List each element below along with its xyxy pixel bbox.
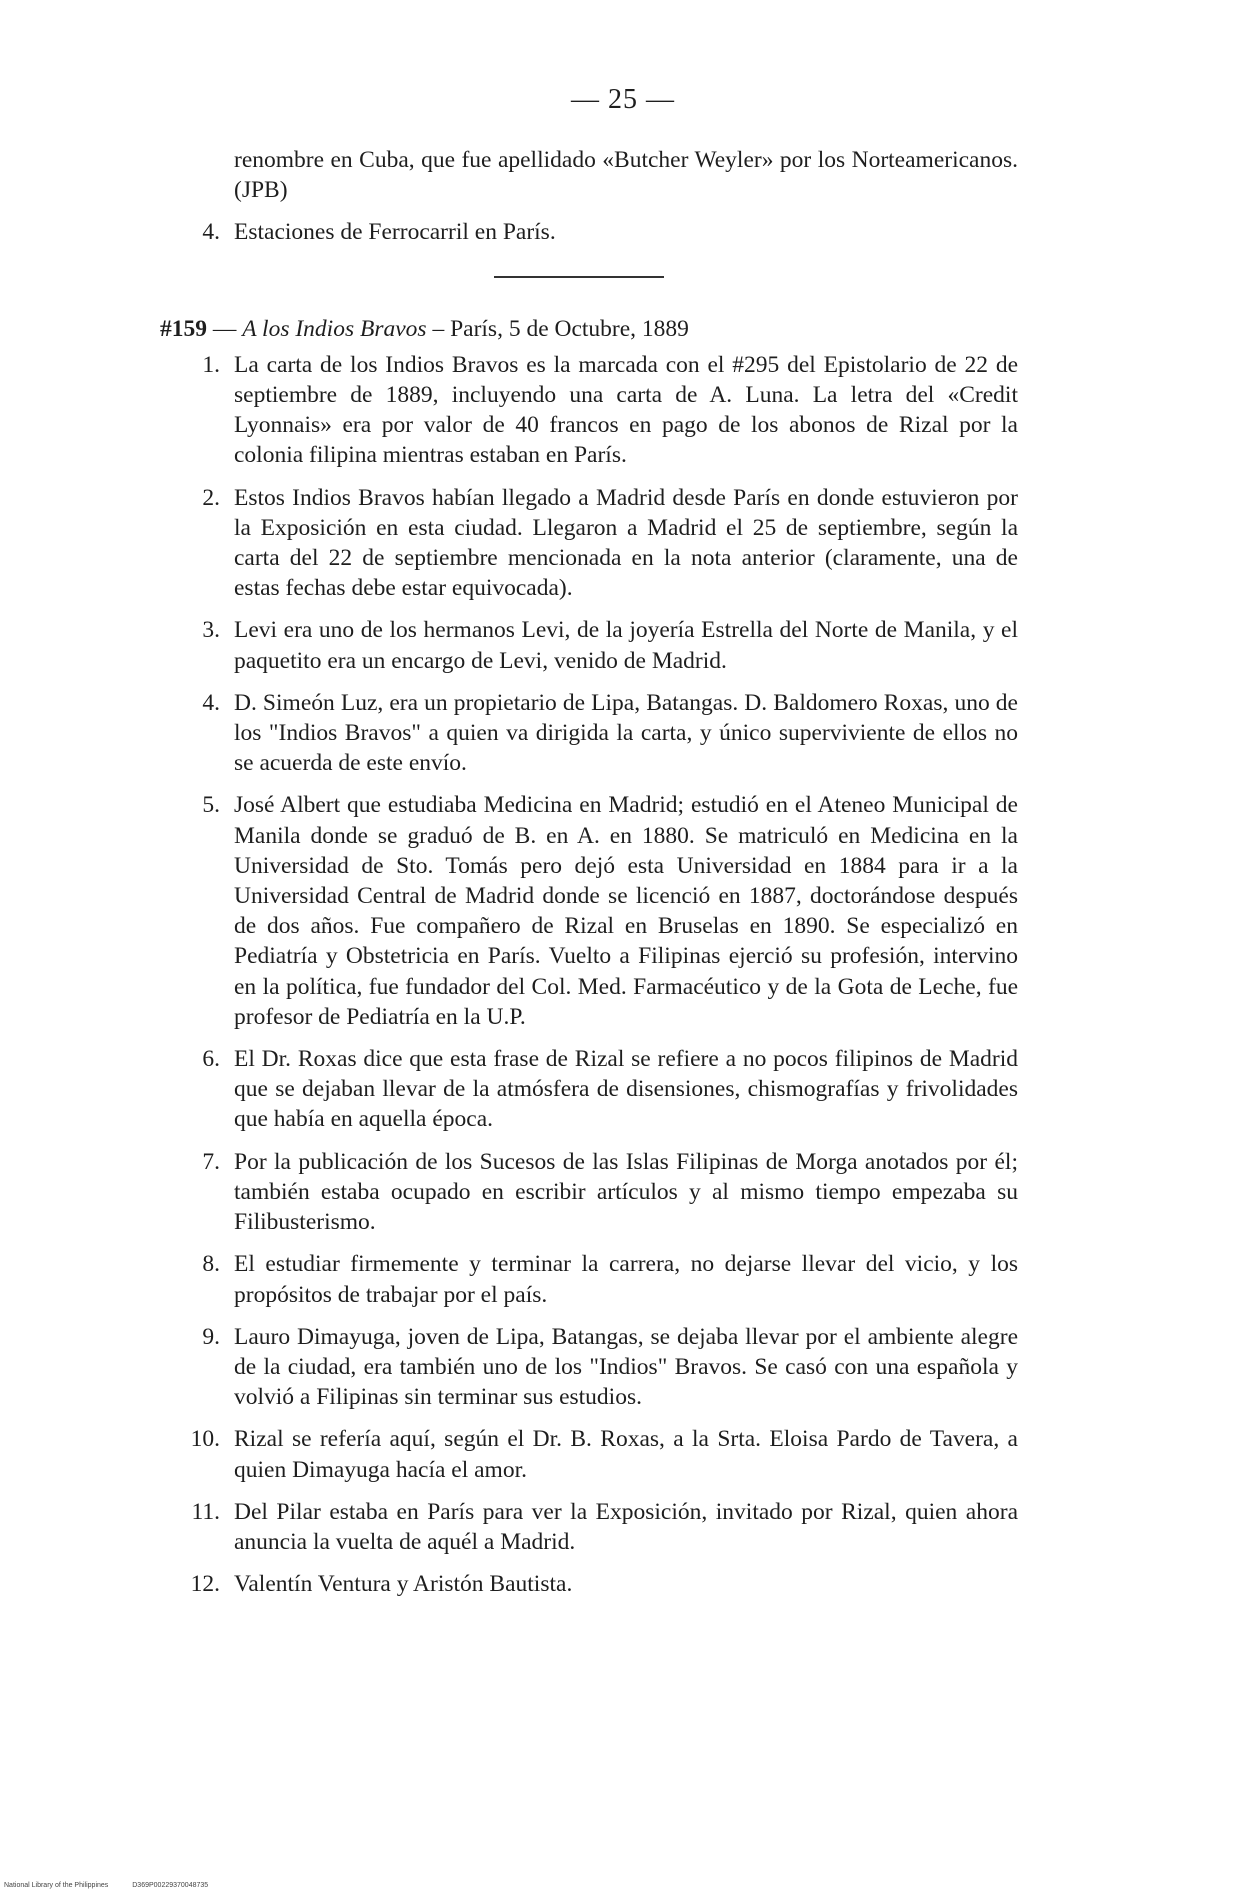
note-item bbox=[160, 615, 1018, 675]
note-item bbox=[160, 1249, 1018, 1309]
note-item bbox=[160, 1322, 1018, 1413]
note-text: El Dr. Roxas dice que esta frase de Rizal se refiere a no pocos filipinos de Madrid que se dejaban llevar de la atmósfera de disensiones, chismografías y frivolidades que había en aquella época. bbox=[234, 1046, 1018, 1133]
note-text: José Albert que estudiaba Medicina en Madrid; estudió en el Ateneo Municipal de Manila donde se graduó de B. en A. en 1880. Se matriculó en Medicina en la Universidad de Sto. Tomás pero dejó esta Universidad en 1884 para ir a la Universidad Central de Madrid donde se licenció en 1887, doctorándose después de dos años. Fue compañero de Rizal en Bruselas en 1890. Se especializó en Pediatría y Obstetricia en París. Vuelto a Filipinas ejerció su profesión, intervino en la política, fue fundador del Col. Med. Farmacéutico y de la Gota de Leche, fue profesor de Pediatría en la U.P. bbox=[234, 792, 1018, 1030]
note-item bbox=[160, 1497, 1018, 1557]
note-text: Estaciones de Ferrocarril en París. bbox=[234, 219, 556, 246]
note-text: Estos Indios Bravos habían llegado a Madrid desde París en donde estuvieron por la Exposición en esta ciudad. Llegaron a Madrid el 25 de septiembre, según la carta del 22 de septiembre mencionada en la nota anterior (claramente, una de estas fechas debe estar equivocada). bbox=[234, 484, 1018, 602]
note-item bbox=[160, 1147, 1018, 1238]
continued-note-text: renombre en Cuba, que fue apellidado «Butcher Weyler» por los Norteamericanos. (JPB) bbox=[234, 147, 1018, 204]
note-item bbox=[160, 483, 1018, 604]
note-text: D. Simeón Luz, era un propietario de Lipa, Batangas. D. Baldomero Roxas, uno de los "Indios Bravos" a quien va dirigida la carta, y único superviviente de ellos no se acuerda de este envío. bbox=[234, 689, 1018, 777]
note-number: 8 . bbox=[160, 1249, 220, 1279]
note-item bbox=[160, 1569, 1018, 1599]
note-text: Del Pilar estaba en París para ver la Exposición, invitado por Rizal, quien ahora anuncia la vuelta de aquél a Madrid. bbox=[234, 1498, 1018, 1555]
heading-dash: — bbox=[207, 315, 243, 342]
note-number: 6 . bbox=[160, 1044, 220, 1074]
note-item bbox=[160, 217, 1018, 247]
note-text: La carta de los Indios Bravos es la marcada con el #295 del Epistolario de 22 de septiembre de 1889, incluyendo una carta de A. Luna. La letra del «Credit Lyonnais» era por valor de 40 francos en pago de los abonos de Rizal por la colonia filipina mientras estaban en París. bbox=[234, 351, 1018, 469]
note-number: 5 . bbox=[160, 790, 220, 820]
section-divider bbox=[494, 276, 664, 278]
note-number: 7 . bbox=[160, 1147, 220, 1177]
note-item bbox=[160, 688, 1018, 779]
note-number: 1 . bbox=[160, 350, 220, 380]
library-credit: National Library of the Philippines bbox=[4, 1882, 109, 1889]
note-text: El estudiar firmemente y terminar la carrera, no dejarse llevar del vicio, y los propósitos de trabajar por el país. bbox=[234, 1251, 1018, 1308]
note-number: 4 . bbox=[160, 688, 220, 718]
note-number: 12 . bbox=[160, 1569, 220, 1599]
note-item bbox=[160, 350, 1018, 471]
note-text: Valentín Ventura y Aristón Bautista. bbox=[234, 1571, 573, 1598]
note-text: Por la publicación de los Sucesos de las Islas Filipinas de Morga anotados por él; también estaba ocupado en escribir artículos y al mismo tiempo empezaba su Filibusterismo. bbox=[234, 1148, 1018, 1236]
notes-content bbox=[160, 145, 1018, 1611]
letter-place-date: – París, 5 de Octubre, 1889 bbox=[426, 315, 689, 342]
note-item bbox=[160, 1044, 1018, 1135]
note-number: 4 . bbox=[160, 217, 220, 247]
letter-heading bbox=[160, 314, 1018, 344]
note-text: Levi era uno de los hermanos Levi, de la joyería Estrella del Norte de Manila, y el paquetito era un encargo de Levi, venido de Madrid. bbox=[234, 617, 1018, 674]
note-number: 2 . bbox=[160, 483, 220, 513]
note-number: 3 . bbox=[160, 615, 220, 645]
note-item bbox=[160, 790, 1018, 1032]
note-number: 9 . bbox=[160, 1322, 220, 1352]
note-text: Lauro Dimayuga, joven de Lipa, Batangas, se dejaba llevar por el ambiente alegre de la ciudad, era también uno de los "Indios" Bravos. Se casó con una española y volvió a Filipinas sin terminar sus estudios. bbox=[234, 1323, 1018, 1411]
scan-code: D369P00229370048735 bbox=[132, 1882, 209, 1889]
letter-number: #159 bbox=[160, 315, 207, 342]
note-number: 11 . bbox=[160, 1497, 220, 1527]
letter-title: A los Indios Bravos bbox=[242, 315, 427, 342]
note-item bbox=[160, 1424, 1018, 1484]
note-text: Rizal se refería aquí, según el Dr. B. Roxas, a la Srta. Eloisa Pardo de Tavera, a quien Dimayuga hacía el amor. bbox=[234, 1426, 1018, 1483]
scan-footer bbox=[4, 1882, 230, 1889]
note-number: 10 . bbox=[160, 1424, 220, 1454]
page-number: — 25 — bbox=[571, 84, 675, 115]
